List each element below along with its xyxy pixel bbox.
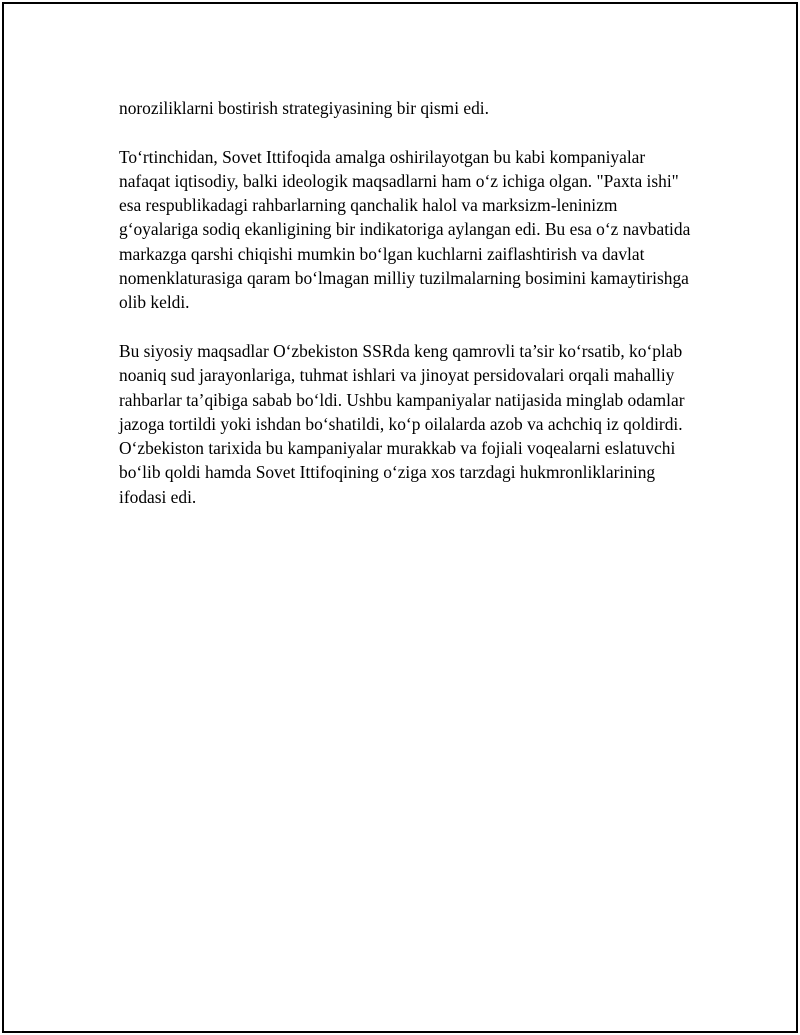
paragraph-1: noroziliklarni bostirish strategiyasining bir qismi edi. — [119, 98, 489, 118]
document-page — [2, 2, 798, 1033]
paragraph-3: Bu siyosiy maqsadlar O‘zbekiston SSRda keng qamrovli ta’sir ko‘rsatib, ko‘plab noaniq sud jarayonlariga, tuhmat ishlari va jinoyat persidovalari orqali mahalliy rahbarlar ta’qibiga sabab bo‘ldi. Ushbu kampaniyalar natijasida minglab odamlar jazoga tortildi yoki ishdan bo‘shatildi, ko‘p oilalarda azob va achchiq iz qoldirdi. O‘zbekiston tarixida bu kampaniyalar murakkab va fojiali voqealarni eslatuvchi bo‘lib qoldi hamda Sovet Ittifoqining o‘ziga xos tarzdagi hukmronliklarining ifodasi edi. — [119, 340, 685, 507]
document-body — [119, 96, 694, 509]
paragraph-2: To‘rtinchidan, Sovet Ittifoqida amalga oshirilayotgan bu kabi kompaniyalar nafaqat iqtisodiy, balki ideologik maqsadlarni ham o‘z ichiga olgan. "Paxta ishi" esa respublikadagi rahbarlarning qanchalik halol va marksizm-leninizm g‘oyalariga sodiq ekanligining bir indikatoriga aylangan edi. Bu esa o‘z navbatida markazga qarshi chiqishi mumkin bo‘lgan kuchlarni zaiflashtirish va davlat nomenklaturasiga qaram bo‘lmagan milliy tuzilmalarning bosimini kamaytirishga olib keldi. — [119, 146, 691, 313]
